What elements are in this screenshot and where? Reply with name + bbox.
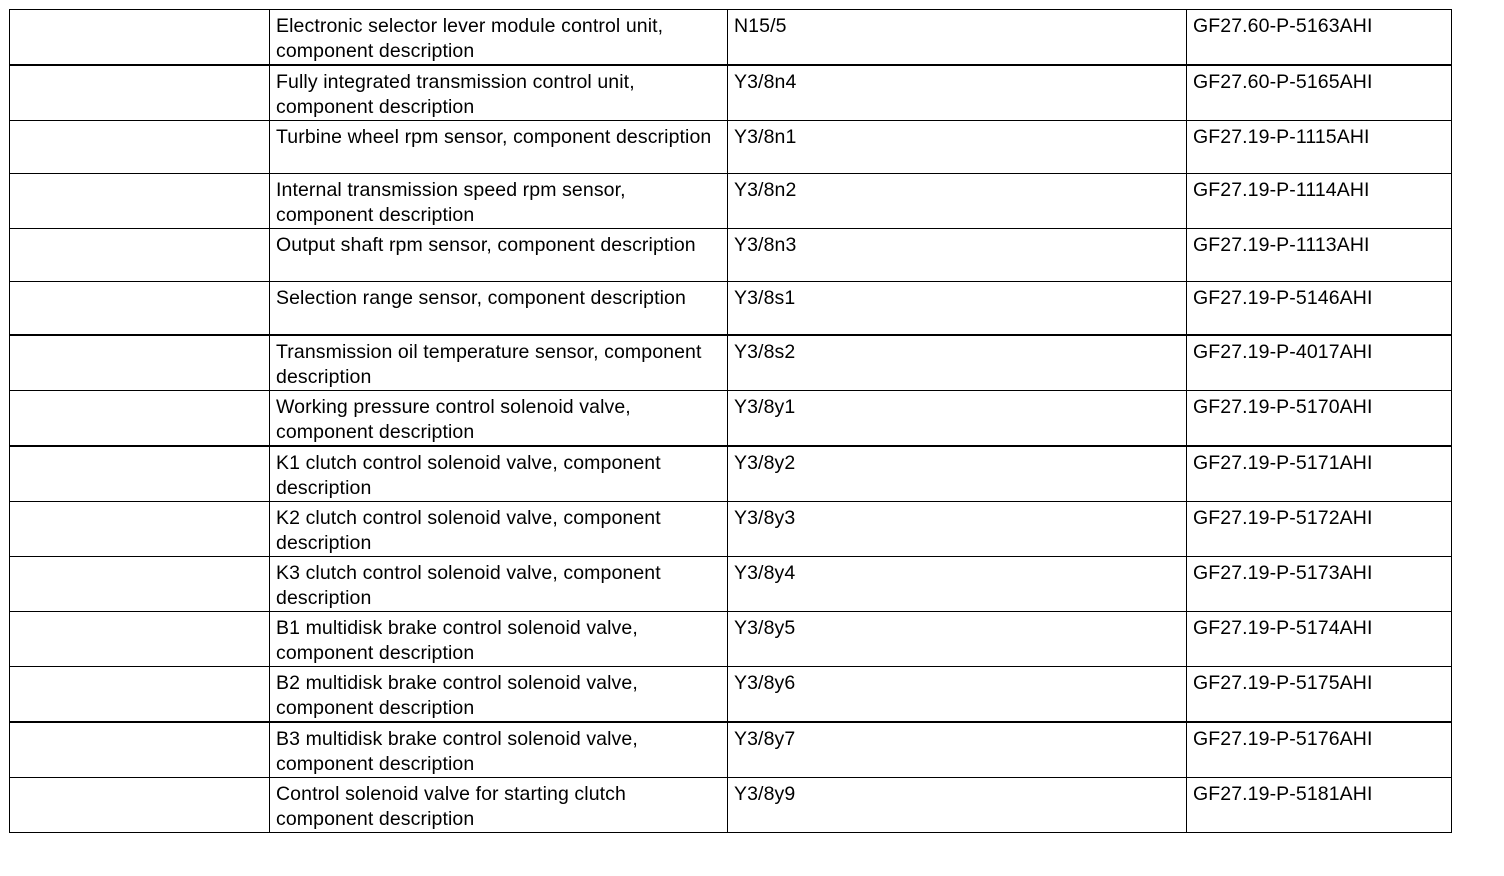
table-row: [10, 611, 1452, 666]
blank-cell: [10, 282, 270, 335]
table-row: [10, 390, 1452, 446]
reference-cell: GF27.19-P-1115AHI: [1187, 121, 1452, 174]
reference-cell: GF27.19-P-5172AHI: [1187, 501, 1452, 556]
code-cell: Y3/8s2: [728, 335, 1187, 391]
description-cell: K1 clutch control solenoid valve, component description: [270, 446, 728, 502]
reference-cell: GF27.19-P-5175AHI: [1187, 666, 1452, 722]
component-table: [9, 9, 1452, 833]
blank-cell: [10, 666, 270, 722]
code-cell: Y3/8n3: [728, 229, 1187, 282]
description-cell: Turbine wheel rpm sensor, component description: [270, 121, 728, 174]
reference-cell: GF27.19-P-4017AHI: [1187, 335, 1452, 391]
table-row: [10, 229, 1452, 282]
description-cell: Working pressure control solenoid valve, component description: [270, 390, 728, 446]
blank-cell: [10, 556, 270, 611]
table-row: [10, 722, 1452, 778]
table-row: [10, 777, 1452, 832]
description-cell: K3 clutch control solenoid valve, component description: [270, 556, 728, 611]
blank-cell: [10, 229, 270, 282]
table-row: [10, 10, 1452, 66]
blank-cell: [10, 65, 270, 121]
table-row: [10, 174, 1452, 229]
code-cell: Y3/8y1: [728, 390, 1187, 446]
reference-cell: GF27.60-P-5165AHI: [1187, 65, 1452, 121]
table-row: [10, 121, 1452, 174]
code-cell: Y3/8y4: [728, 556, 1187, 611]
blank-cell: [10, 446, 270, 502]
reference-cell: GF27.19-P-5174AHI: [1187, 611, 1452, 666]
code-cell: Y3/8y5: [728, 611, 1187, 666]
code-cell: N15/5: [728, 10, 1187, 66]
blank-cell: [10, 335, 270, 391]
code-cell: Y3/8n2: [728, 174, 1187, 229]
code-cell: Y3/8y2: [728, 446, 1187, 502]
table-row: [10, 556, 1452, 611]
reference-cell: GF27.19-P-5170AHI: [1187, 390, 1452, 446]
blank-cell: [10, 777, 270, 832]
code-cell: Y3/8y6: [728, 666, 1187, 722]
description-cell: B2 multidisk brake control solenoid valve, component description: [270, 666, 728, 722]
table-row: [10, 65, 1452, 121]
code-cell: Y3/8y7: [728, 722, 1187, 778]
reference-cell: GF27.19-P-5173AHI: [1187, 556, 1452, 611]
table-row: [10, 501, 1452, 556]
reference-cell: GF27.19-P-5181AHI: [1187, 777, 1452, 832]
reference-cell: GF27.19-P-5146AHI: [1187, 282, 1452, 335]
description-cell: Electronic selector lever module control unit, component description: [270, 10, 728, 66]
blank-cell: [10, 390, 270, 446]
blank-cell: [10, 722, 270, 778]
reference-cell: GF27.19-P-5171AHI: [1187, 446, 1452, 502]
reference-cell: GF27.19-P-1113AHI: [1187, 229, 1452, 282]
code-cell: Y3/8n1: [728, 121, 1187, 174]
code-cell: Y3/8s1: [728, 282, 1187, 335]
description-cell: Transmission oil temperature sensor, component description: [270, 335, 728, 391]
description-cell: Internal transmission speed rpm sensor, component description: [270, 174, 728, 229]
blank-cell: [10, 174, 270, 229]
code-cell: Y3/8n4: [728, 65, 1187, 121]
blank-cell: [10, 501, 270, 556]
table-row: [10, 446, 1452, 502]
description-cell: B3 multidisk brake control solenoid valve, component description: [270, 722, 728, 778]
reference-cell: GF27.60-P-5163AHI: [1187, 10, 1452, 66]
code-cell: Y3/8y9: [728, 777, 1187, 832]
description-cell: Selection range sensor, component description: [270, 282, 728, 335]
table-row: [10, 282, 1452, 335]
blank-cell: [10, 611, 270, 666]
reference-cell: GF27.19-P-1114AHI: [1187, 174, 1452, 229]
description-cell: B1 multidisk brake control solenoid valve, component description: [270, 611, 728, 666]
blank-cell: [10, 121, 270, 174]
description-cell: K2 clutch control solenoid valve, component description: [270, 501, 728, 556]
description-cell: Fully integrated transmission control unit, component description: [270, 65, 728, 121]
reference-cell: GF27.19-P-5176AHI: [1187, 722, 1452, 778]
code-cell: Y3/8y3: [728, 501, 1187, 556]
description-cell: Control solenoid valve for starting clutch component description: [270, 777, 728, 832]
table-row: [10, 666, 1452, 722]
table-row: [10, 335, 1452, 391]
blank-cell: [10, 10, 270, 66]
description-cell: Output shaft rpm sensor, component description: [270, 229, 728, 282]
